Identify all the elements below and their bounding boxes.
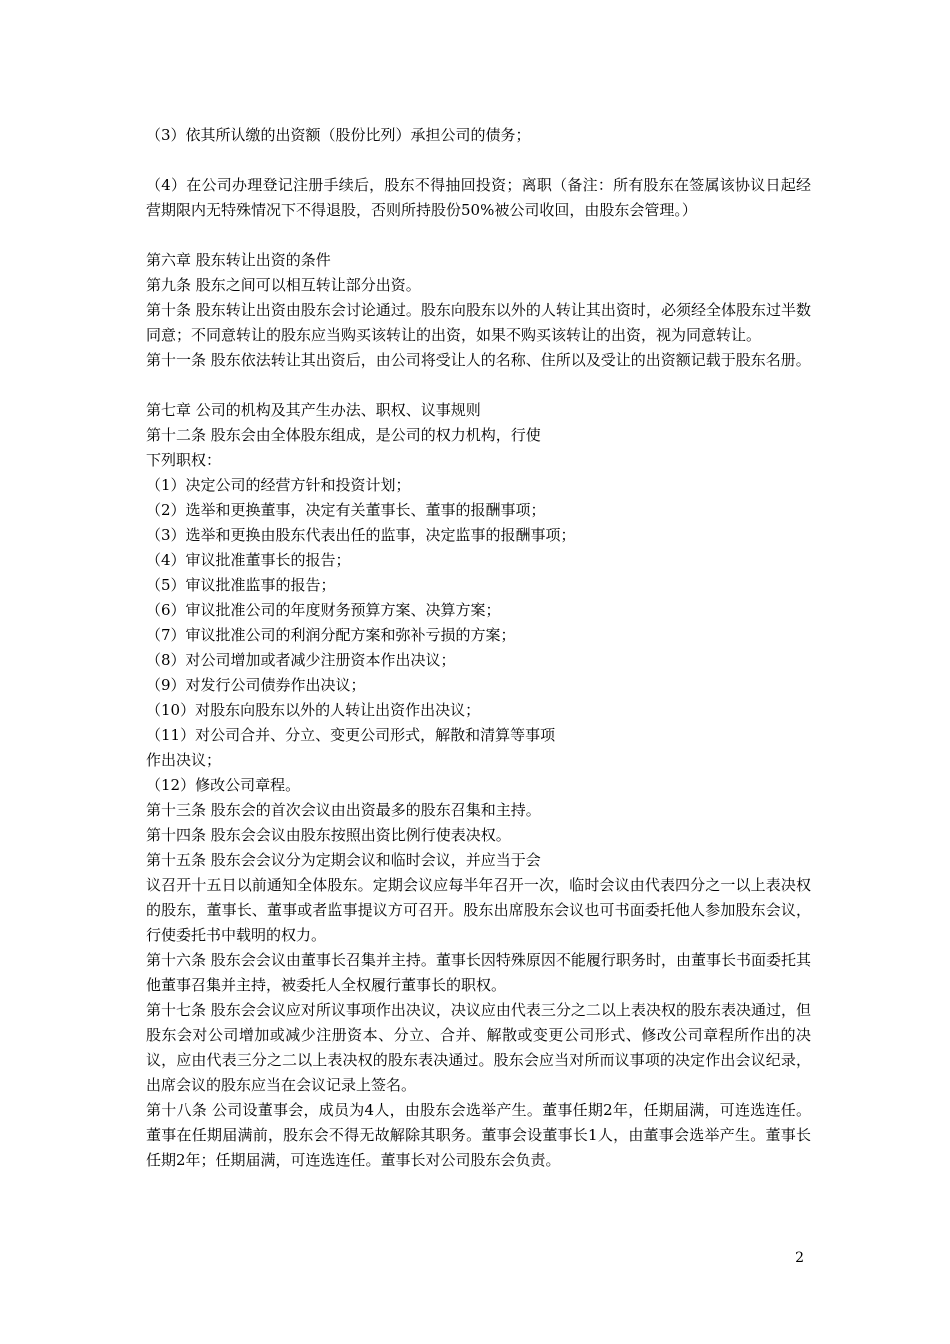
paragraph: 下列职权： xyxy=(146,451,222,469)
paragraph: 第十三条 股东会的首次会议由出资最多的股东召集和主持。 xyxy=(146,801,541,819)
paragraph: 第九条 股东之间可以相互转让部分出资。 xyxy=(146,276,421,294)
paragraph: 第六章 股东转让出资的条件 xyxy=(146,251,331,269)
paragraph: （7）审议批准公司的利润分配方案和弥补亏损的方案； xyxy=(146,626,516,644)
paragraph: （5）审议批准监事的报告； xyxy=(146,576,336,594)
paragraph: 第十八条 公司设董事会，成员为4人，由股东会选举产生。董事任期2年，任期届满，可连选连任。董事在任期届满前，股东会不得无故解除其职务。董事会设董事长1人，由董事会选举产生。董事长任期2年；任期届满，可连选连任。董事长对公司股东会负责。 xyxy=(146,1101,811,1169)
paragraph: （3）依其所认缴的出资额（股份比列）承担公司的债务； xyxy=(146,126,531,144)
paragraph: （4）在公司办理登记注册手续后，股东不得抽回投资；离职（备注：所有股东在签属该协议日起经营期限内无特殊情况下不得退股，否则所持股份50%被公司收回，由股东会管理。） xyxy=(146,176,811,219)
paragraph: （2）选举和更换董事，决定有关董事长、董事的报酬事项； xyxy=(146,501,546,519)
paragraph: （6）审议批准公司的年度财务预算方案、决算方案； xyxy=(146,601,501,619)
paragraph: 作出决议； xyxy=(146,751,222,769)
paragraph: （3）选举和更换由股东代表出任的监事，决定监事的报酬事项； xyxy=(146,526,576,544)
paragraph: （4）审议批准董事长的报告； xyxy=(146,551,351,569)
document-body xyxy=(146,123,811,1173)
paragraph-spacer xyxy=(146,373,811,398)
paragraph: （8）对公司增加或者减少注册资本作出决议； xyxy=(146,651,456,669)
paragraph: （11）对公司合并、分立、变更公司形式，解散和清算等事项 xyxy=(146,726,556,744)
paragraph: 第十六条 股东会会议由董事长召集并主持。董事长因特殊原因不能履行职务时，由董事长书面委托其他董事召集并主持，被委托人全权履行董事长的职权。 xyxy=(146,951,811,994)
paragraph: 第十五条 股东会会议分为定期会议和临时会议，并应当于会 xyxy=(146,851,541,869)
paragraph: （9）对发行公司债券作出决议； xyxy=(146,676,366,694)
paragraph: （1）决定公司的经营方针和投资计划； xyxy=(146,476,411,494)
paragraph: 第十条 股东转让出资由股东会讨论通过。股东向股东以外的人转让其出资时，必须经全体股东过半数同意；不同意转让的股东应当购买该转让的出资，如果不购买该转让的出资，视为同意转让。 xyxy=(146,301,811,344)
page-number: 2 xyxy=(795,1250,804,1266)
paragraph: 第十一条 股东依法转让其出资后，由公司将受让人的名称、住所以及受让的出资额记载于股东名册。 xyxy=(146,351,811,369)
paragraph: 第十二条 股东会由全体股东组成，是公司的权力机构，行使 xyxy=(146,426,541,444)
paragraph: 议召开十五日以前通知全体股东。定期会议应每半年召开一次，临时会议由代表四分之一以上表决权的股东，董事长、董事或者监事提议方可召开。股东出席股东会议也可书面委托他人参加股东会议，行使委托书中载明的权力。 xyxy=(146,876,811,944)
paragraph: 第七章 公司的机构及其产生办法、职权、议事规则 xyxy=(146,401,481,419)
paragraph: （12）修改公司章程。 xyxy=(146,776,301,794)
paragraph-spacer xyxy=(146,148,811,173)
paragraph: 第十七条 股东会会议应对所议事项作出决议，决议应由代表三分之二以上表决权的股东表决通过，但股东会对公司增加或减少注册资本、分立、合并、解散或变更公司形式、修改公司章程所作出的决议，应由代表三分之二以上表决权的股东表决通过。股东会应当对所而议事项的决定作出会议纪录，出席会议的股东应当在会议记录上签名。 xyxy=(146,1001,811,1094)
paragraph-spacer xyxy=(146,223,811,248)
paragraph: （10）对股东向股东以外的人转让出资作出决议； xyxy=(146,701,481,719)
paragraph: 第十四条 股东会会议由股东按照出资比例行使表决权。 xyxy=(146,826,511,844)
